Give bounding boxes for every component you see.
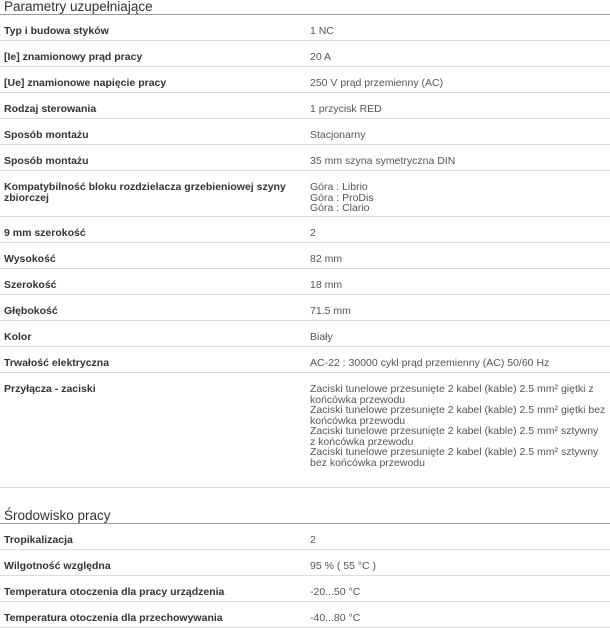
row-value-line: 35 mm szyna symetryczna DIN xyxy=(310,155,456,167)
row-value-line: Góra : ProDis xyxy=(310,191,374,204)
row-value-lines xyxy=(310,576,610,598)
row-label-text: Wilgotność względna xyxy=(4,560,111,572)
spec-table-body xyxy=(0,15,610,488)
row-label xyxy=(0,321,308,347)
row-value-lines xyxy=(310,295,610,317)
row-label-text: Temperatura otoczenia dla przechowywania xyxy=(4,612,223,624)
row-value-lines xyxy=(310,524,610,546)
spec-table-parametry xyxy=(0,15,610,488)
table-row xyxy=(0,93,610,119)
row-value xyxy=(308,269,610,295)
row-label-text: Szerokość xyxy=(4,279,57,291)
row-value xyxy=(308,373,610,488)
row-value-line: AC-22 : 30000 cykl prąd przemienny (AC) 50/60 Hz xyxy=(310,357,550,369)
row-label-text: Głębokość xyxy=(4,305,58,317)
row-label xyxy=(0,67,308,93)
row-value-line: bez końcówka przewodu xyxy=(310,456,425,469)
row-label xyxy=(0,576,308,602)
row-value-line: 20 A xyxy=(310,51,332,63)
row-value xyxy=(308,243,610,269)
table-row xyxy=(0,15,610,41)
row-value-lines xyxy=(310,41,610,63)
row-label-text: Kompatybilność bloku rozdzielacza grzebieniowej szyny zbiorczej xyxy=(4,181,286,204)
row-label-text: Temperatura otoczenia dla pracy urządzenia xyxy=(4,586,225,598)
table-row xyxy=(0,243,610,269)
row-value-lines xyxy=(310,171,610,214)
table-row xyxy=(0,524,610,550)
table-row xyxy=(0,269,610,295)
row-label-text: 9 mm szerokość xyxy=(4,227,86,239)
row-value xyxy=(308,217,610,243)
row-label xyxy=(0,119,308,145)
table-row xyxy=(0,576,610,602)
row-value-lines xyxy=(310,347,610,369)
row-value-lines xyxy=(310,119,610,141)
row-value-lines xyxy=(310,93,610,115)
row-label xyxy=(0,347,308,373)
row-value xyxy=(308,295,610,321)
row-value-line: końcówka przewodu xyxy=(310,414,406,427)
row-value-line: 82 mm xyxy=(310,253,343,265)
row-value-line: Biały xyxy=(310,331,333,343)
row-value xyxy=(308,67,610,93)
row-label xyxy=(0,145,308,171)
row-label xyxy=(0,171,308,217)
row-label-text: [Ue] znamionowe napięcie pracy xyxy=(4,77,167,89)
row-value-lines xyxy=(310,243,610,265)
row-value-line: Stacjonarny xyxy=(310,129,366,141)
row-value xyxy=(308,15,610,41)
row-value-line: z końcówka przewodu xyxy=(310,435,414,448)
row-label xyxy=(0,602,308,628)
table-row xyxy=(0,67,610,93)
table-row xyxy=(0,119,610,145)
table-row xyxy=(0,550,610,576)
row-value-lines xyxy=(310,602,610,624)
spec-table-srodowisko xyxy=(0,524,610,628)
row-value-line: Zaciski tunelowe przesunięte 2 kabel (kable) 2.5 mm² sztywny xyxy=(310,446,599,458)
table-row xyxy=(0,321,610,347)
row-value-line: 18 mm xyxy=(310,279,343,291)
row-value xyxy=(308,171,610,217)
row-label xyxy=(0,15,308,41)
table-row xyxy=(0,145,610,171)
row-value xyxy=(308,93,610,119)
row-label-text: Kolor xyxy=(4,331,32,343)
row-label-text: Rodzaj sterowania xyxy=(4,103,97,115)
row-value-line: Zaciski tunelowe przesunięte 2 kabel (kable) 2.5 mm² giętki z xyxy=(310,383,594,395)
row-value-lines xyxy=(310,550,610,572)
row-label xyxy=(0,550,308,576)
table-row xyxy=(0,217,610,243)
row-value-line: 2 xyxy=(310,227,316,239)
row-label xyxy=(0,93,308,119)
row-label xyxy=(0,373,308,488)
row-value-line: -40...80 °C xyxy=(310,612,361,624)
row-value-line: 95 % ( 55 °C ) xyxy=(310,560,377,572)
row-value-line: Zaciski tunelowe przesunięte 2 kabel (kable) 2.5 mm² sztywny xyxy=(310,425,599,437)
row-label xyxy=(0,269,308,295)
table-row xyxy=(0,295,610,321)
row-value-line: 1 przycisk RED xyxy=(310,103,382,115)
section-title-srodowisko: Środowisko pracy xyxy=(0,508,610,524)
row-value-lines xyxy=(310,373,610,468)
row-value-lines xyxy=(310,67,610,89)
row-value xyxy=(308,347,610,373)
row-value xyxy=(308,321,610,347)
row-value-lines xyxy=(310,145,610,167)
row-label-text: Przyłącza - zaciski xyxy=(4,383,96,395)
table-row xyxy=(0,602,610,628)
table-row xyxy=(0,373,610,488)
section-title-parametry: Parametry uzupełniające xyxy=(0,0,610,15)
row-value-line: Góra : Clario xyxy=(310,202,370,214)
row-value xyxy=(308,145,610,171)
row-label-text: Wysokość xyxy=(4,253,56,265)
row-value-line: 2 xyxy=(310,534,316,546)
row-label xyxy=(0,243,308,269)
row-value-line: 71.5 mm xyxy=(310,305,351,317)
row-label xyxy=(0,295,308,321)
table-row xyxy=(0,347,610,373)
table-row xyxy=(0,171,610,217)
row-value-lines xyxy=(310,321,610,343)
row-value-lines xyxy=(310,15,610,37)
row-value xyxy=(308,576,610,602)
row-label-text: Trwałość elektryczna xyxy=(4,357,110,369)
row-value xyxy=(308,41,610,67)
row-label-text: Sposób montażu xyxy=(4,129,89,141)
row-value-lines xyxy=(310,269,610,291)
table-row xyxy=(0,41,610,67)
row-value-lines xyxy=(310,217,610,239)
row-label-text: Tropikalizacja xyxy=(4,534,73,546)
row-value xyxy=(308,524,610,550)
spec-table-body xyxy=(0,524,610,628)
row-label xyxy=(0,524,308,550)
row-label xyxy=(0,217,308,243)
row-value xyxy=(308,119,610,145)
row-value-line: 1 NC xyxy=(310,25,334,37)
row-value-line: -20...50 °C xyxy=(310,586,361,598)
row-value xyxy=(308,602,610,628)
row-label-text: Typ i budowa styków xyxy=(4,25,109,37)
row-value-line: Zaciski tunelowe przesunięte 2 kabel (kable) 2.5 mm² giętki bez xyxy=(310,404,606,416)
row-label-text: Sposób montażu xyxy=(4,155,89,167)
row-value-line: 250 V prąd przemienny (AC) xyxy=(310,77,444,89)
row-value-line: końcówka przewodu xyxy=(310,393,406,406)
row-label xyxy=(0,41,308,67)
row-value-line: Góra : Librio xyxy=(310,181,368,193)
row-value xyxy=(308,550,610,576)
row-label-text: [Ie] znamionowy prąd pracy xyxy=(4,51,143,63)
